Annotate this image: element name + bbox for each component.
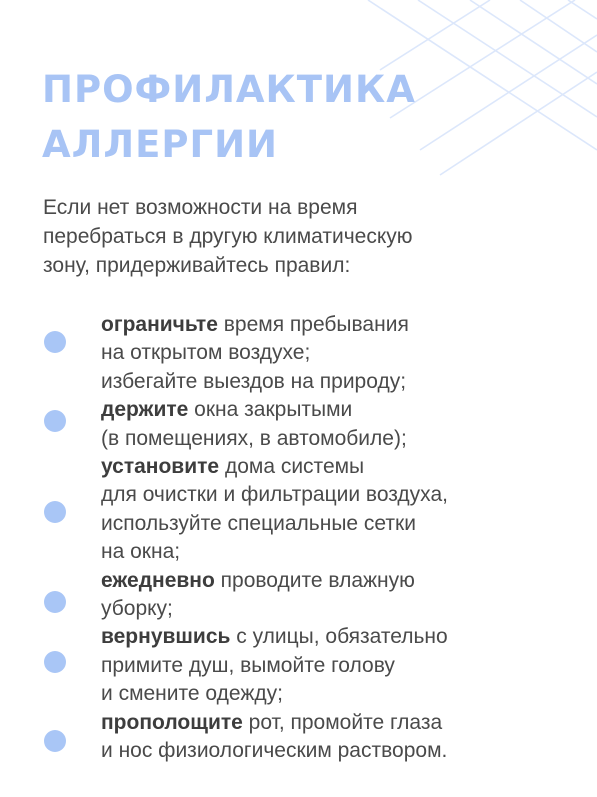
rule-keyword: установите — [101, 455, 220, 479]
rule-text: (в помещениях, в автомобиле); — [101, 426, 407, 450]
rule-text: используйте специальные сетки — [101, 511, 416, 535]
list-item — [101, 709, 581, 766]
rule-text: на открытом воздухе; — [101, 341, 311, 365]
rule-text: и смените одежду; — [101, 682, 283, 706]
rule-text: на окна; — [101, 540, 181, 564]
bullet-dot-1 — [44, 331, 66, 353]
rule-text: с улицы, обязательно — [230, 625, 448, 649]
bullet-dot-4 — [44, 591, 66, 613]
rule-text: дома системы — [219, 455, 365, 479]
rule-keyword: ограничьте — [101, 313, 218, 336]
rule-keyword: прополощите — [101, 710, 243, 734]
list-item — [101, 453, 581, 567]
list-item — [101, 623, 581, 708]
bullet-dot-5 — [44, 651, 66, 673]
bullet-dot-6 — [44, 730, 66, 752]
rule-text: избегайте выездов на природу; — [101, 369, 407, 393]
rule-keyword: держите — [101, 398, 189, 422]
list-item — [101, 567, 581, 624]
intro-line-1: Если нет возможности на время — [43, 196, 358, 219]
page-title — [42, 62, 416, 172]
intro-text — [43, 193, 563, 280]
intro-line-3: зону, придерживайтесь правил: — [43, 254, 351, 277]
rule-text: окна закрытыми — [188, 398, 353, 422]
rule-text: примите душ, вымойте голову — [101, 653, 395, 677]
rule-text: рот, промойте глаза — [242, 710, 443, 734]
bullet-dot-3 — [44, 501, 66, 523]
intro-line-2: перебраться в другую климатическую — [43, 225, 413, 248]
rule-text: и нос физиологическим раствором. — [101, 739, 448, 763]
rule-text: для очистки и фильтрации воздуха, — [101, 483, 448, 507]
rule-text: уборку; — [101, 597, 173, 621]
rule-keyword: ежедневно — [101, 568, 215, 592]
title-line-1: ПРОФИЛАКТИКА — [42, 68, 416, 111]
rule-keyword: вернувшись — [101, 625, 231, 649]
list-item — [101, 396, 581, 453]
rule-text: проводите влажную — [214, 568, 415, 592]
title-line-2: АЛЛЕРГИИ — [42, 123, 278, 166]
bullet-dot-2 — [44, 410, 66, 432]
rule-text: время пребывания — [217, 313, 409, 336]
list-item — [101, 311, 581, 396]
rules-list — [101, 311, 581, 766]
